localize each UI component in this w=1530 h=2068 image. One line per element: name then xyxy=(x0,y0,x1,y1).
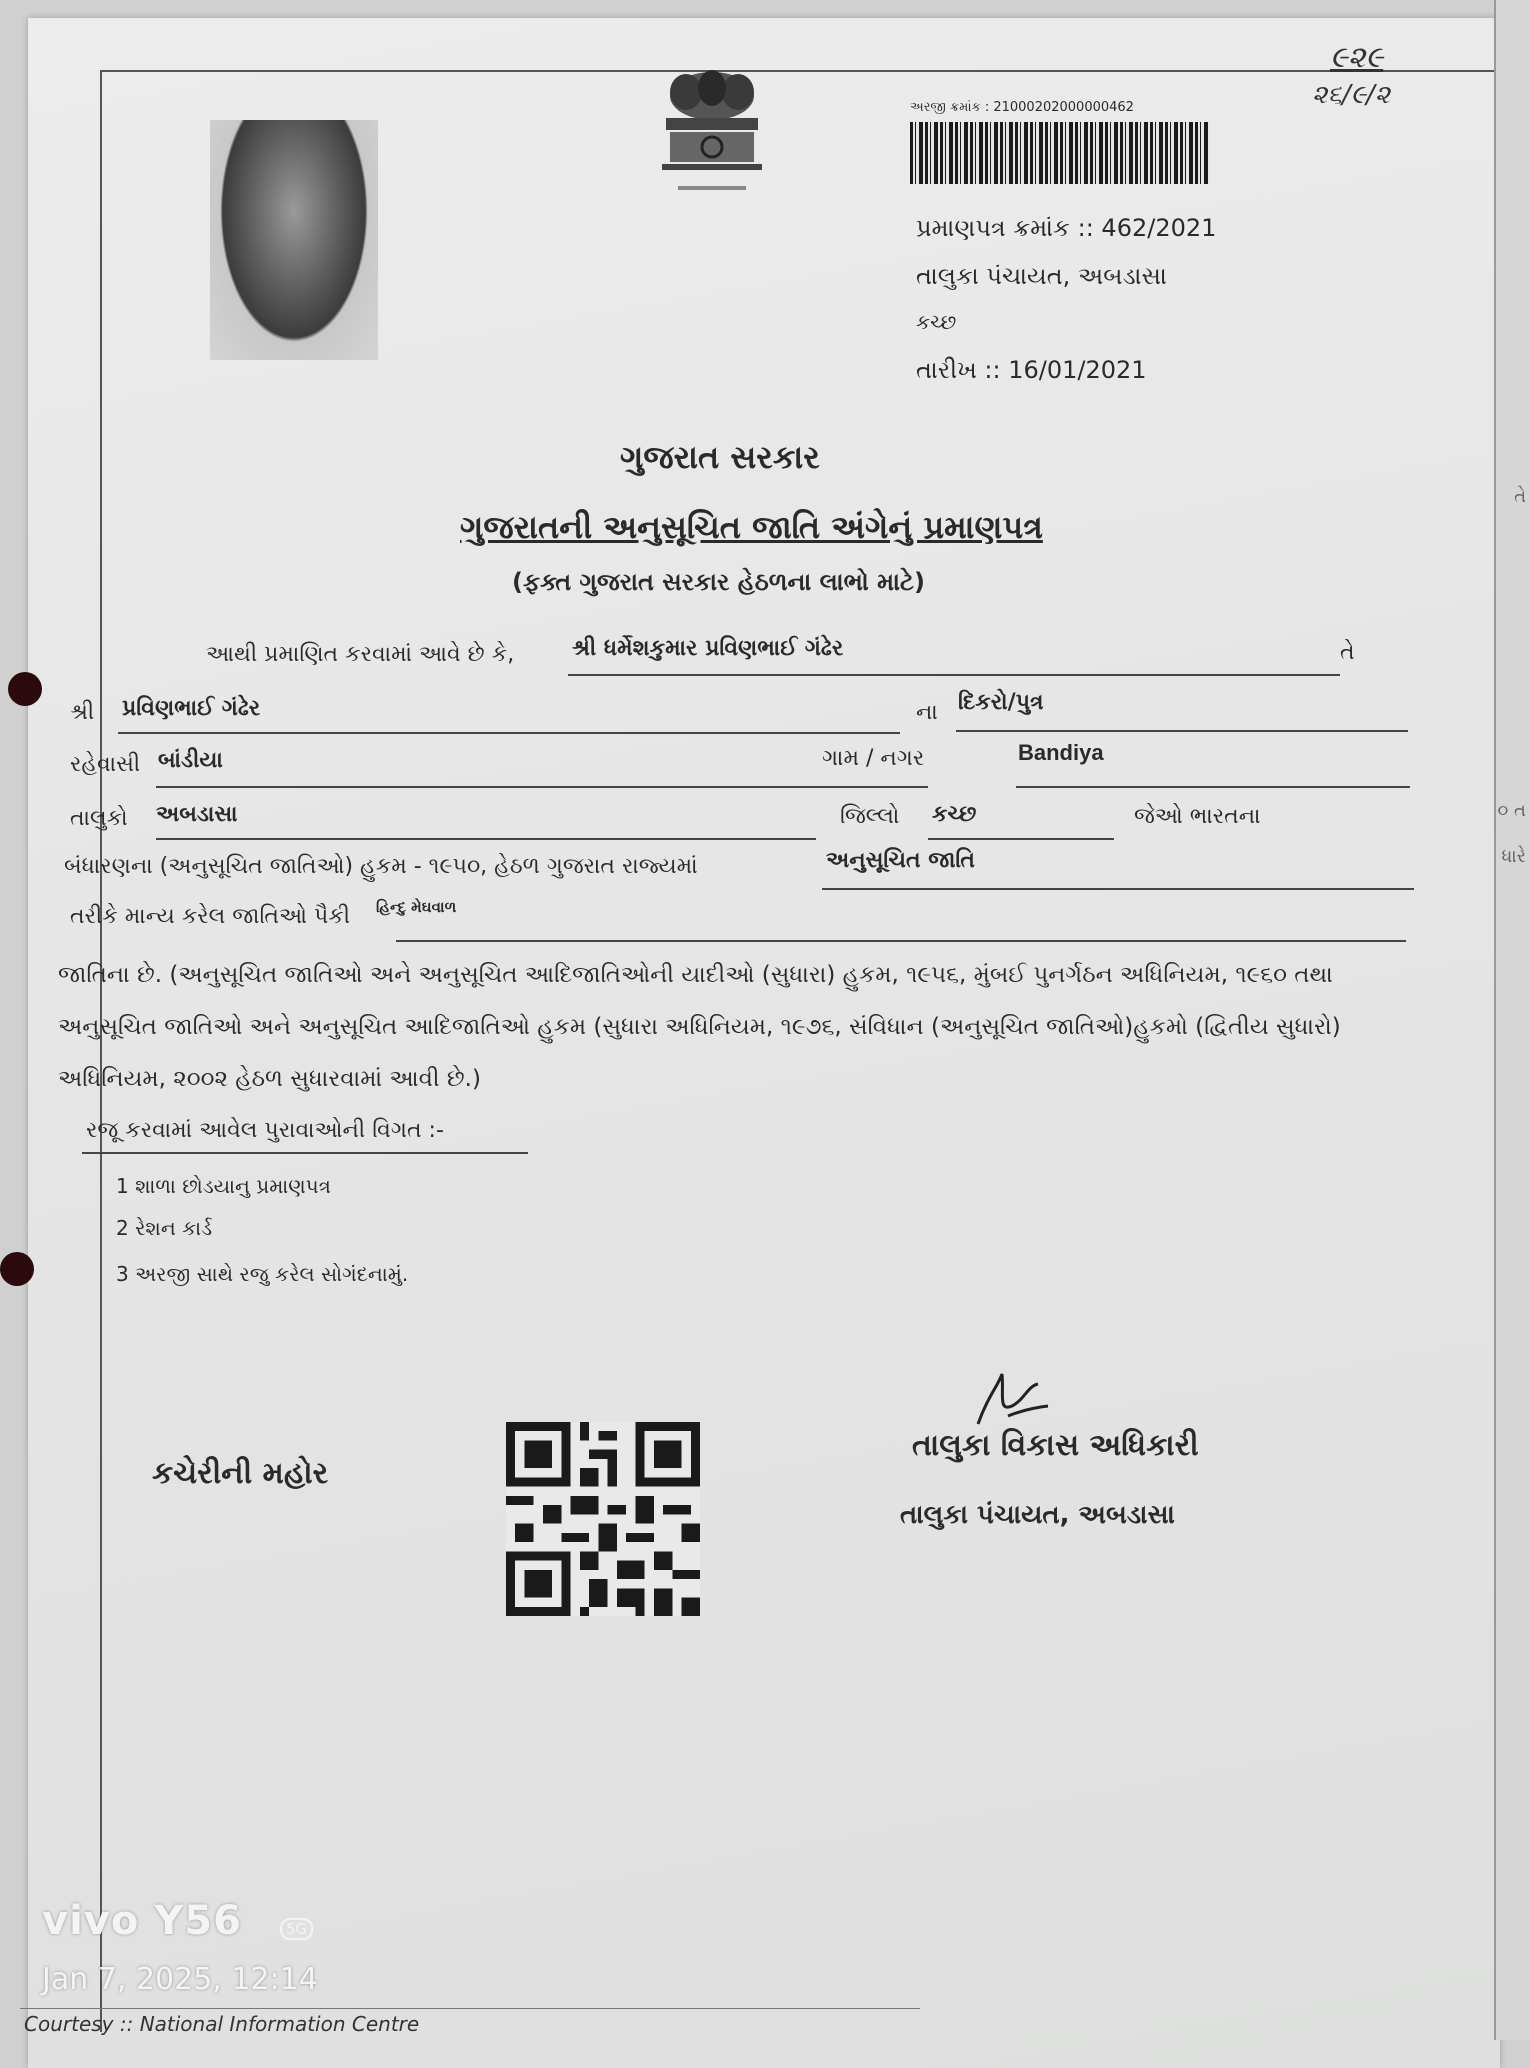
camera-watermark-timestamp: Jan 7, 2025, 12:14 xyxy=(42,1962,318,1997)
na-label: ના xyxy=(916,700,938,725)
government-heading: ગુજરાત સરકાર xyxy=(620,438,820,476)
heading-underline xyxy=(82,1152,528,1154)
footer-rule xyxy=(20,2008,920,2009)
office-stamp-label: કચેરીની મહોર xyxy=(152,1456,329,1491)
edge-fragment: ૦ ત xyxy=(1497,800,1526,821)
issue-date: તારીખ :: 16/01/2021 xyxy=(916,356,1147,384)
resident-value: બાંડીયા xyxy=(158,748,223,773)
punch-hole xyxy=(8,672,42,706)
holder-name: શ્રી ધર્મેશકુમાર પ્રવિણભાઈ ગંઢેર xyxy=(572,636,844,661)
legal-paragraph-line: જાતિના છે. (અનુસૂચિત જાતિઓ અને અનુસૂચિત આદિજાતિઓની યાદીઓ (સુધારા) હુકમ, ૧૯૫૬, મુંબઈ પુનર્ગઠન અધિનિયમ, ૧૯૬૦ તથા xyxy=(58,962,1333,988)
village-value: Bandiya xyxy=(1018,740,1104,765)
adjacent-page-edge xyxy=(1494,0,1530,2040)
category-value: અનુસૂચિત જાતિ xyxy=(826,848,975,873)
application-number: અરજી ક્રમાંક : 21000202000000462 xyxy=(910,100,1134,115)
order-text: બંધારણના (અનુસૂચિત જાતિઓ) હુકમ - ૧૯૫૦, હેઠળ ગુજરાત રાજ્યમાં xyxy=(64,854,698,879)
field-underline xyxy=(396,940,1406,942)
relation-value: દિકરો/પુત્ર xyxy=(958,690,1044,715)
footer-courtesy: Courtesy :: National Information Centre xyxy=(24,2012,420,2036)
handwritten-date: ૨૬/૯/૨ xyxy=(1312,80,1390,110)
taluka-label: તાલુકો xyxy=(70,806,128,831)
national-emblem-icon xyxy=(648,66,776,206)
father-name: પ્રવિણભાઈ ગંઢેર xyxy=(122,696,261,721)
village-label: ગામ / નગર xyxy=(822,746,925,771)
applicant-photo xyxy=(210,120,378,360)
shri-label: શ્રી xyxy=(70,700,95,725)
india-text: જેઓ ભારતના xyxy=(1134,804,1261,829)
camera-watermark-badge: 5G xyxy=(280,1918,313,1940)
field-underline xyxy=(928,838,1114,840)
officer-signature xyxy=(968,1366,1058,1436)
page-border xyxy=(100,70,1494,2032)
field-underline xyxy=(118,732,900,734)
handwritten-number: ૯૨૯ xyxy=(1330,40,1384,75)
certificate-title: ગુજરાતની અનુસૂચિત જાતિ અંગેનું પ્રમાણપત્ર xyxy=(460,508,1043,546)
resident-label: રહેવાસી xyxy=(70,752,141,777)
certificate-subtitle: (ફક્ત ગુજરાત સરકાર હેઠળના લાભો માટે) xyxy=(512,568,925,596)
legal-paragraph-line: અનુસૂચિત જાતિઓ અને અનુસૂચિત આદિજાતિઓ હુકમ (સુધારા અધિનિયમ, ૧૯૭૬, સંવિધાન (અનુસૂચિત જાતિઓ)હુકમો (દ્વિતીય સુધારો) xyxy=(58,1014,1341,1040)
issuing-district: કચ્છ xyxy=(916,310,957,334)
district-label: જિલ્લો xyxy=(840,804,900,829)
edge-fragment: ધારે xyxy=(1501,846,1526,867)
field-underline xyxy=(1016,786,1410,788)
barcode xyxy=(910,122,1210,184)
field-underline xyxy=(822,888,1414,890)
evidence-item: 2 રેશન કાર્ડ xyxy=(116,1216,213,1240)
qr-code xyxy=(506,1418,700,1620)
evidence-item: 3 અરજી સાથે રજુ કરેલ સોગંદનામું. xyxy=(116,1262,409,1286)
taluka-value: અબડાસા xyxy=(156,802,238,827)
edge-fragment: તે xyxy=(1514,486,1526,507)
officer-title: તાલુકા વિકાસ અધિકારી xyxy=(912,1428,1199,1463)
certificate-number: પ્રમાણપત્ર ક્રમાંક :: 462/2021 xyxy=(916,214,1217,242)
issuing-office: તાલુકા પંચાયત, અબડાસા xyxy=(916,262,1167,290)
evidence-item: 1 શાળા છોડયાનુ પ્રમાણપત્ર xyxy=(116,1174,331,1198)
field-underline xyxy=(156,838,816,840)
recognized-label: તરીકે માન્ય કરેલ જાતિઓ પૈકી xyxy=(70,904,351,929)
evidence-heading: રજૂ કરવામાં આવેલ પુરાવાઓની વિગત :- xyxy=(86,1118,444,1143)
field-underline xyxy=(568,674,1340,676)
district-value: કચ્છ xyxy=(932,802,977,827)
punch-hole xyxy=(0,1252,34,1286)
te-label: તે xyxy=(1340,640,1355,665)
field-underline xyxy=(156,786,928,788)
certify-label: આથી પ્રમાણિત કરવામાં આવે છે કે, xyxy=(206,642,515,667)
camera-watermark-device: vivo Y56 xyxy=(42,1898,242,1944)
caste-value: હિન્દુ મેઘવાળ xyxy=(376,898,457,916)
legal-paragraph-line: અધિનિયમ, ૨૦૦૨ હેઠળ સુધારવામાં આવી છે.) xyxy=(58,1066,481,1092)
officer-office: તાલુકા પંચાયત, અબડાસા xyxy=(900,1500,1175,1530)
field-underline xyxy=(956,730,1408,732)
